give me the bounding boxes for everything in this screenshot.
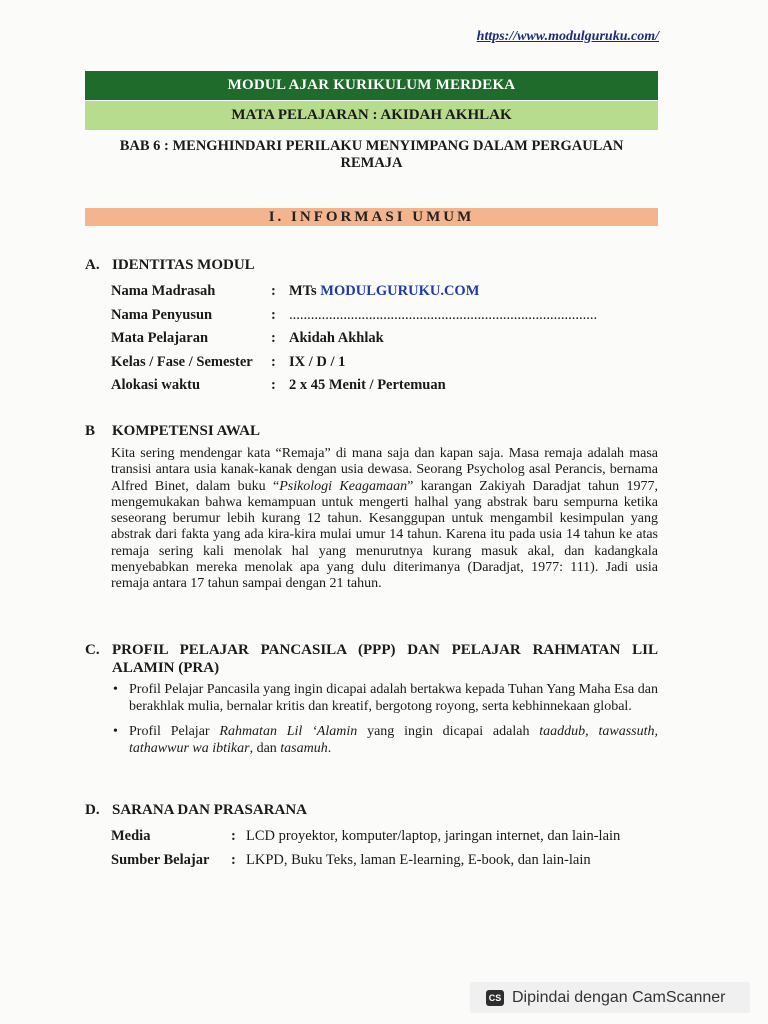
profil-title-line1: PROFIL PELAJAR PANCASILA (PPP) DAN PELAJAR RAHMATAN LIL [112,642,658,658]
kompetensi-letter: B [85,423,96,439]
profil-title-line2: ALAMIN (PRA) [112,659,220,676]
identitas-row [111,351,597,375]
subject-band: MATA PELAJARAN : AKIDAH AKHLAK [85,101,658,130]
identitas-label: Nama Madrasah [111,283,216,300]
chapter-title-line2: REMAJA [340,155,403,171]
identitas-value: Akidah Akhlak [289,330,384,347]
list-item: • Profil Pelajar Rahmatan Lil ‘Alamin yang ingin dicapai adalah taaddub, tawassuth, tathawwur wa ibtikar, dan tasamuh. [113,724,658,756]
sarana-heading [85,802,307,819]
identitas-colon: : [271,353,276,370]
identitas-colon: : [271,330,276,347]
sarana-value: LKPD, Buku Teks, laman E-learning, E-book, dan lain-lain [246,851,591,868]
sarana-colon: : [231,827,236,844]
identitas-row [111,280,597,304]
profil-letter: C. [85,642,100,658]
identitas-value: IX / D / 1 [289,353,346,370]
sarana-colon: : [231,851,236,868]
identitas-value: MTs MODULGURUKU.COM [289,283,480,300]
identitas-title: IDENTITAS MODUL [112,257,255,273]
identitas-heading [85,257,255,274]
identitas-value: 2 x 45 Menit / Pertemuan [289,377,446,394]
sarana-row [111,824,620,848]
sarana-letter: D. [85,802,100,818]
identitas-row [111,304,597,328]
identitas-colon: : [271,377,276,394]
identitas-colon: : [271,283,276,300]
brand-name: MODULGURUKU.COM [320,283,480,300]
camscanner-logo-icon: CS [486,990,504,1006]
identitas-label: Nama Penyusun [111,306,213,323]
section-title-band: I. INFORMASI UMUM [85,208,658,226]
chapter-title-line1: BAB 6 : MENGHINDARI PERILAKU MENYIMPANG DALAM PERGAULAN [119,138,624,154]
source-url-link[interactable]: https://www.modulguruku.com/ [476,29,659,44]
identitas-label: Mata Pelajaran [111,330,209,347]
identitas-table [111,280,597,398]
kompetensi-paragraph: Kita sering mendengar kata “Remaja” di mana saja dan kapan saja. Masa remaja adalah masa transisi antara usia kanak-kanak dengan usia dewasa. Seorang Psycholog asal Perancis, bernama Alfred Binet, dalam buku “Psikologi Keagamaan” karangan Zakiyah Daradjat tahun 1977, mengemukakan bahwa kemampuan untuk mengerti halhal yang abstrak baru sempurna ketika seseorang berumur lebih kurang 12 tahun. Kesanggupan untuk mengambil kesimpulan yang abstrak dari fakta yang ada kira-kira mulai umur 14 tahun. Karena itu pada usia 14 tahun ke atas remaja sering kali menolak hal yang menurutnya kurang masuk akal, dan kadangkala menyebabkan mereka menolak apa yang dulu diterimanya (Daradjat, 1977: 111). Jadi usia remaja antara 17 tahun sampai dengan 21 tahun. [111,446,659,592]
chapter-title [85,138,658,172]
module-title-band: MODUL AJAR KURIKULUM MERDEKA [85,71,658,100]
identitas-letter: A. [85,257,100,273]
bullet-icon: • [113,724,118,739]
identitas-value: ..................................................................................... [289,306,598,323]
identitas-row [111,327,597,351]
sarana-title: SARANA DAN PRASARANA [112,802,308,818]
sarana-table [111,824,620,872]
identitas-label: Kelas / Fase / Semester [111,353,253,370]
book-title: Psikologi Keagamaan [279,478,408,494]
sarana-row [111,848,620,872]
identitas-colon: : [271,306,276,323]
bullet-icon: • [113,682,118,697]
identitas-row [111,374,597,398]
sarana-label: Media [111,827,151,844]
kompetensi-heading [85,423,260,440]
sarana-value: LCD proyektor, komputer/laptop, jaringan internet, dan lain-lain [246,827,621,844]
identitas-label: Alokasi waktu [111,377,201,394]
profil-heading [85,642,658,677]
profil-bullet-list [111,682,658,766]
camscanner-watermark [470,982,750,1013]
camscanner-text: Dipindai dengan CamScanner [512,988,726,1006]
list-item: • Profil Pelajar Pancasila yang ingin dicapai adalah bertakwa kepada Tuhan Yang Maha Esa dan berakhlak mulia, bernalar kritis dan kreatif, bergotong royong, serta kebhinnekaan global. [113,682,658,714]
kompetensi-title: KOMPETENSI AWAL [112,423,260,439]
sarana-label: Sumber Belajar [111,851,210,868]
